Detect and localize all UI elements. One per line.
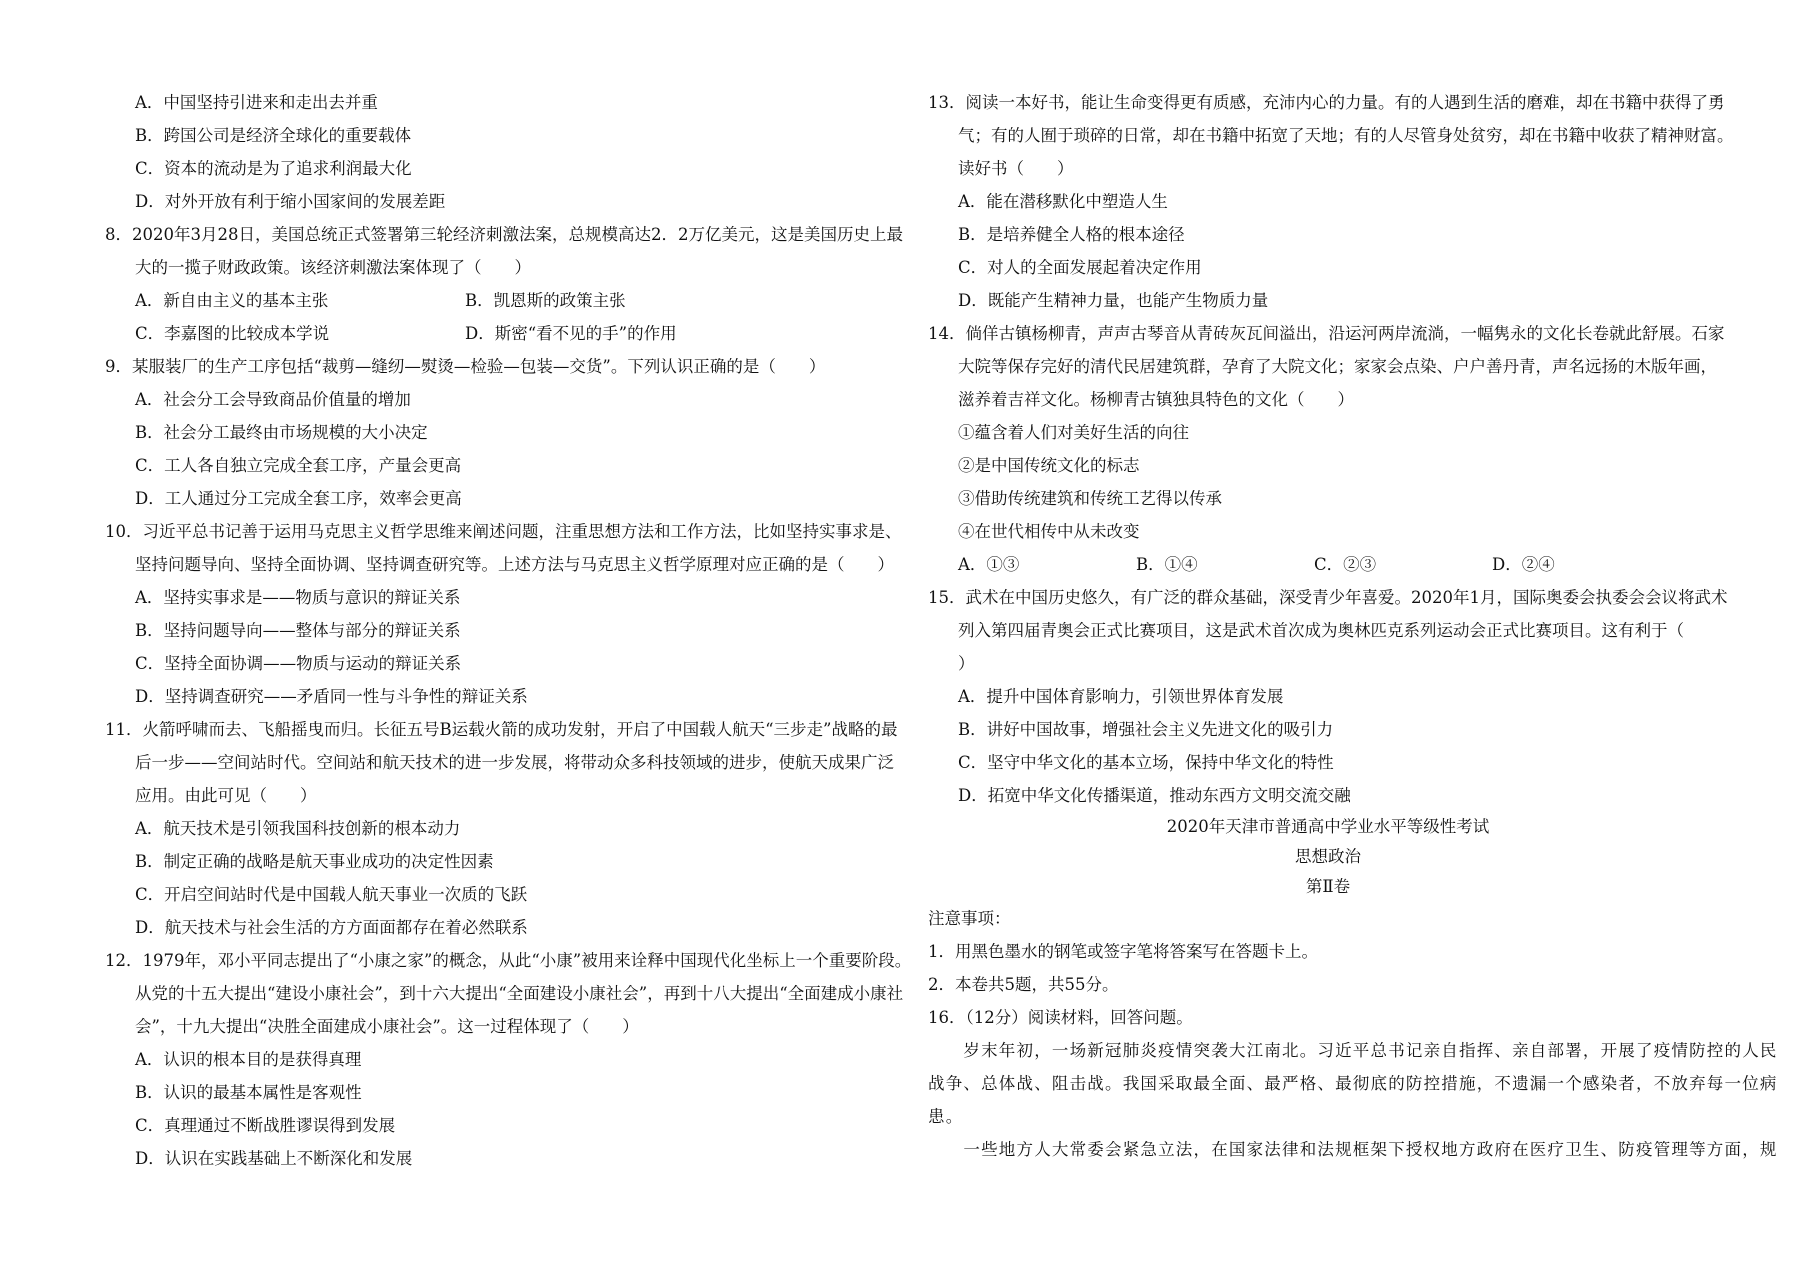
question-continuation: 读好书（ ） xyxy=(958,159,1074,178)
option-text: D．航天技术与社会生活的方方面面都存在着必然联系 xyxy=(135,918,528,937)
question-line: 14．倘佯古镇杨柳青，声声古琴音从青砖灰瓦间溢出，沿运河两岸流淌，一幅隽永的文化长卷就此舒展。石家 xyxy=(928,324,1725,343)
option-text: C．②③ xyxy=(1314,555,1377,574)
material-paragraph: 岁末年初，一场新冠肺炎疫情突袭大江南北。习近平总书记亲自指挥、亲自部署，开展了疫情防控的人民 xyxy=(928,1041,1778,1060)
question-line: 12．1979年，邓小平同志提出了“小康之家”的概念，从此“小康”被用来诠释中国现代化坐标上一个重要阶段。 xyxy=(105,951,912,970)
option-row xyxy=(105,317,905,350)
option-text: B．①④ xyxy=(1136,555,1198,574)
option-text: ②是中国传统文化的标志 xyxy=(958,456,1140,475)
option-text: C．开启空间站时代是中国载人航天事业一次质的飞跃 xyxy=(135,885,528,904)
question-continuation: 坚持问题导向、坚持全面协调、坚持调查研究等。上述方法与马克思主义哲学原理对应正确的是（ ） xyxy=(135,555,894,574)
option-text: A．①③ xyxy=(958,555,1020,574)
question-line: 8．2020年3月28日，美国总统正式签署第三轮经济刺激法案，总规模高达2．2万亿美元，这是美国历史上最 xyxy=(105,225,903,244)
question-line: 1．用黑色墨水的钢笔或签字笔将答案写在答题卡上。 xyxy=(928,942,1318,961)
question-continuation: 滋养着吉祥文化。杨柳青古镇独具特色的文化（ ） xyxy=(958,390,1354,409)
option-text: B．认识的最基本属性是客观性 xyxy=(135,1083,362,1102)
material-paragraph: 战争、总体战、阻击战。我国采取最全面、最严格、最彻底的防控措施，不遗漏一个感染者，不放弃每一位病 xyxy=(928,1074,1778,1093)
question-line: 15．武术在中国历史悠久，有广泛的群众基础，深受青少年喜爱。2020年1月，国际奥委会执委会会议将武术 xyxy=(928,588,1728,607)
option-text: A．坚持实事求是——物质与意识的辩证关系 xyxy=(135,588,461,607)
option-text: D．拓宽中华文化传播渠道，推动东西方文明交流交融 xyxy=(958,786,1351,805)
question-continuation: 会”，十九大提出“决胜全面建成小康社会”。这一过程体现了（ ） xyxy=(135,1017,639,1036)
option-text: C．坚守中华文化的基本立场，保持中华文化的特性 xyxy=(958,753,1334,772)
question-continuation: 大的一揽子财政政策。该经济刺激法案体现了（ ） xyxy=(135,258,531,277)
option-text: B．凯恩斯的政策主张 xyxy=(465,291,626,310)
option-text: B．社会分工最终由市场规模的大小决定 xyxy=(135,423,428,442)
left-column xyxy=(105,86,912,1175)
question-continuation: 应用。由此可见（ ） xyxy=(135,786,317,805)
option-text: C．工人各自独立完成全套工序，产量会更高 xyxy=(135,456,462,475)
section-heading: 2020年天津市普通高中学业水平等级性考试 xyxy=(1166,817,1490,836)
option-text: C．对人的全面发展起着决定作用 xyxy=(958,258,1202,277)
question-line: 10．习近平总书记善于运用马克思主义哲学思维来阐述问题，注重思想方法和工作方法，比如坚持实事求是、 xyxy=(105,522,902,541)
option-text: C．资本的流动是为了追求利润最大化 xyxy=(135,159,412,178)
option-text: A．能在潜移默化中塑造人生 xyxy=(958,192,1168,211)
right-column xyxy=(928,86,1778,1166)
option-text: D．既能产生精神力量，也能产生物质力量 xyxy=(958,291,1269,310)
material-paragraph: 患。 xyxy=(928,1107,964,1126)
option-text: A．航天技术是引领我国科技创新的根本动力 xyxy=(135,819,461,838)
option-text: D．斯密“看不见的手”的作用 xyxy=(465,324,677,343)
question-continuation: 后一步——空间站时代。空间站和航天技术的进一步发展，将带动众多科技领域的进步，使航天成果广泛 xyxy=(135,753,894,772)
question-continuation: 大院等保存完好的清代民居建筑群，孕育了大院文化；家家会点染、户户善丹青，声名远扬的木版年画， xyxy=(958,357,1717,376)
question-continuation: ） xyxy=(958,654,975,673)
option-text: A．认识的根本目的是获得真理 xyxy=(135,1050,362,1069)
question-continuation: 从党的十五大提出“建设小康社会”，到十六大提出“全面建设小康社会”，再到十八大提出“全面建成小康社 xyxy=(135,984,904,1003)
question-continuation: 列入第四届青奥会正式比赛项目，这是武术首次成为奥林匹克系列运动会正式比赛项目。这有利于（ xyxy=(958,621,1684,640)
option-text: D．②④ xyxy=(1492,555,1555,574)
option-text: A．新自由主义的基本主张 xyxy=(135,291,329,310)
material-paragraph: 一些地方人大常委会紧急立法，在国家法律和法规框架下授权地方政府在医疗卫生、防疫管理等方面，规 xyxy=(928,1140,1778,1159)
option-text: D．坚持调查研究——矛盾同一性与斗争性的辩证关系 xyxy=(135,687,528,706)
option-text: C．李嘉图的比较成本学说 xyxy=(135,324,330,343)
option-text: B．坚持问题导向——整体与部分的辩证关系 xyxy=(135,621,461,640)
option-text: B．是培养健全人格的根本途径 xyxy=(958,225,1185,244)
option-text: B．讲好中国故事，增强社会主义先进文化的吸引力 xyxy=(958,720,1334,739)
option-text: C．真理通过不断战胜谬误得到发展 xyxy=(135,1116,396,1135)
question-line: 注意事项： xyxy=(928,909,1011,928)
option-text: D．对外开放有利于缩小国家间的发展差距 xyxy=(135,192,446,211)
section-heading: 第Ⅱ卷 xyxy=(1305,877,1351,896)
question-continuation: 气；有的人囿于琐碎的日常，却在书籍中拓宽了天地；有的人尽管身处贫穷，却在书籍中收获了精神财富。 xyxy=(958,126,1734,145)
question-line: 16．（12分）阅读材料，回答问题。 xyxy=(928,1008,1193,1027)
section-heading: 思想政治 xyxy=(1295,847,1361,866)
option-text: ①蕴含着人们对美好生活的向往 xyxy=(958,423,1189,442)
option-text: A．中国坚持引进来和走出去并重 xyxy=(135,93,378,112)
option-text: ③借助传统建筑和传统工艺得以传承 xyxy=(958,489,1222,508)
option-text: B．跨国公司是经济全球化的重要载体 xyxy=(135,126,412,145)
option-text: B．制定正确的战略是航天事业成功的决定性因素 xyxy=(135,852,494,871)
option-text: A．社会分工会导致商品价值量的增加 xyxy=(135,390,411,409)
question-line: 11．火箭呼啸而去、飞船摇曳而归。长征五号B运载火箭的成功发射，开启了中国载人航天“三步走”战略的最 xyxy=(105,720,898,739)
question-line: 13．阅读一本好书，能让生命变得更有质感，充沛内心的力量。有的人遇到生活的磨难，却在书籍中获得了勇 xyxy=(928,93,1725,112)
option-text: A．提升中国体育影响力，引领世界体育发展 xyxy=(958,687,1284,706)
question-line: 2．本卷共5题，共55分。 xyxy=(928,975,1119,994)
option-text: ④在世代相传中从未改变 xyxy=(958,522,1140,541)
option-text: D．工人通过分工完成全套工序，效率会更高 xyxy=(135,489,462,508)
option-row xyxy=(928,548,1728,581)
option-row xyxy=(105,284,905,317)
option-text: C．坚持全面协调——物质与运动的辩证关系 xyxy=(135,654,462,673)
option-text: D．认识在实践基础上不断深化和发展 xyxy=(135,1149,413,1168)
question-line: 9．某服装厂的生产工序包括“裁剪—缝纫—熨烫—检验—包装—交货”。下列认识正确的是（ ） xyxy=(105,357,826,376)
